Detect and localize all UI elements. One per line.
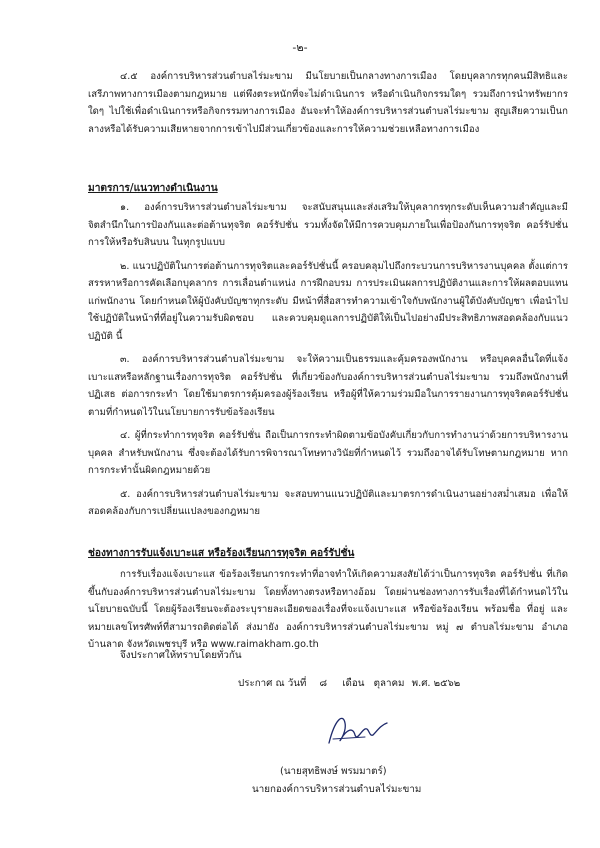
measure-item-4: ๔. ผู้ที่กระทำการทุจริต คอร์รัปชั่น ถือเป็นการกระทำผิดตามข้อบังคับเกี่ยวกับการทำงานว่าด้วยการบริหารงานบุคคล สำหรับพนักงาน ซึ่งจะต้องได้รับการพิจารณาโทษทางวินัยที่กำหนดไว้ รวมถึงอาจได้รับโทษตามกฎหมาย หากการกระทำนั้นผิดกฎหมายด้วย <box>88 430 568 476</box>
handwritten-signature <box>325 709 395 757</box>
measure-item-2: ๒. แนวปฏิบัติในการต่อต้านการทุจริตและคอร์รัปชั่นนี้ ครอบคลุมไปถึงกระบวนการบริหารงานบุคคล ตั้งแต่การสรรหาหรือการคัดเลือกบุคลากร การเลื่อนตำแหน่ง การฝึกอบรม การประเมินผลการปฏิบัติงานและการให้ผลตอบแทนแก่พนักงาน โดยกำหนดให้ผู้บังคับบัญชาทุกระดับ มีหน้าที่สื่อสารทำความเข้าใจกับพนักงานผู้ใต้บังคับบัญชา เพื่อนำไปใช้ปฏิบัติในหน้าที่ที่อยู่ในความรับผิดชอบ และควบคุมดูแลการปฏิบัติให้เป็นไปอย่างมีประสิทธิภาพสอดคล้องกับแนวปฏิบัติ นี้ <box>88 260 568 342</box>
measures-list <box>88 199 568 521</box>
measure-item-5: ๕. องค์การบริหารส่วนตำบลไร่มะขาม จะสอบทานแนวปฏิบัติและมาตรการดำเนินงานอย่างสม่ำเสมอ เพื่อให้สอดคล้องกับการเปลี่ยนแปลงของกฎหมาย <box>88 488 568 517</box>
date-day: ๘ <box>319 678 328 689</box>
page-number: -๒- <box>292 41 308 54</box>
signatory-position: นายกองค์การบริหารส่วนตำบลไร่มะขาม <box>252 784 422 795</box>
channels-section <box>88 566 568 654</box>
announce-line: จึงประกาศให้ทราบโดยทั่วกัน <box>120 650 242 661</box>
channels-paragraph: การรับเรื่องแจ้งเบาะแส ข้อร้องเรียนการกระทำที่อาจทำให้เกิดความสงสัยได้ว่าเป็นการทุจริต คอร์รัปชั่น ที่เกิดขึ้นกับองค์การบริหารส่วนตำบลไร่มะขาม โดยทั้งทางตรงหรือทางอ้อม โดยผ่านช่องทางการรับเรื่องที่ได้กำหนดไว้ในนโยบายฉบับนี้ โดยผู้ร้องเรียนจะต้องระบุรายละเอียดของเรื่องที่จะแจ้งเบาะแส หรือข้อร้องเรียน พร้อมชื่อ ที่อยู่ และหมายเลขโทรศัพท์ที่สามารถติดต่อได้ ส่งมายัง องค์การบริหารส่วนตำบลไร่มะขาม หมู่ ๗ ตำบลไร่มะขาม อำเภอบ้านลาด จังหวัดเพชรบุรี หรือ www.raimakham.go.th <box>88 569 568 650</box>
date-month: ตุลาคม <box>373 678 405 689</box>
date-year: พ.ศ. ๒๕๖๒ <box>411 678 461 689</box>
channels-heading: ช่องทางการรับแจ้งเบาะแส หรือร้องเรียนการทุจริต คอร์รัปชั่น <box>88 548 355 559</box>
measure-item-1: ๑. องค์การบริหารส่วนตำบลไร่มะขาม จะสนับสนุนและส่งเสริมให้บุคลากรทุกระดับเห็นความสำคัญและมีจิตสำนึกในการป้องกันและต่อต้านทุจริต คอร์รัปชั่น รวมทั้งจัดให้มีการควบคุมภายในเพื่อป้องกันการทุจริต คอร์รัปชั่น การให้หรือรับสินบน ในทุกรูปแบบ <box>88 202 568 248</box>
date-prefix: ประกาศ ณ วันที่ <box>238 678 307 689</box>
section-political-neutrality <box>88 68 568 138</box>
date-line <box>238 676 460 691</box>
paragraph-4-5: ๔.๕ องค์การบริหารส่วนตำบลไร่มะขาม มีนโยบายเป็นกลางทางการเมือง โดยบุคลากรทุกคนมีสิทธิและเสรีภาพทางการเมืองตามกฎหมาย แต่พึงตระหนักที่จะไม่ดำเนินการ หรือดำเนินกิจกรรมใดๆ รวมถึงการนำทรัพยากรใดๆ ไปใช้เพื่อดำเนินการหรือกิจกรรมทางการเมือง อันจะทำให้องค์การบริหารส่วนตำบลไร่มะขาม สูญเสียความเป็นกลางหรือได้รับความเสียหายจากการเข้าไปมีส่วนเกี่ยวข้องและการให้ความช่วยเหลือทางการเมือง <box>88 71 568 135</box>
date-month-label: เดือน <box>342 678 365 689</box>
signatory-name: (นายสุทธิพงษ์ พรมมาตร์) <box>280 766 387 777</box>
measures-heading: มาตรการ/แนวทางดำเนินงาน <box>88 183 218 194</box>
measure-item-3: ๓. องค์การบริหารส่วนตำบลไร่มะขาม จะให้ความเป็นธรรมและคุ้มครองพนักงาน หรือบุคคลอื่นใดที่แจ้งเบาะแสหรือหลักฐานเรื่องการทุจริต คอร์รัปชั่น ที่เกี่ยวข้องกับองค์การบริหารส่วนตำบลไร่มะขาม รวมถึงพนักงานที่ปฏิเสธ ต่อการกระทำ โดยใช้มาตรการคุ้มครองผู้ร้องเรียน หรือผู้ที่ให้ความร่วมมือในการรายงานการทุจริตคอร์รัปชั่น ตามที่กำหนดไว้ในนโยบายการรับข้อร้องเรียน <box>88 354 568 418</box>
